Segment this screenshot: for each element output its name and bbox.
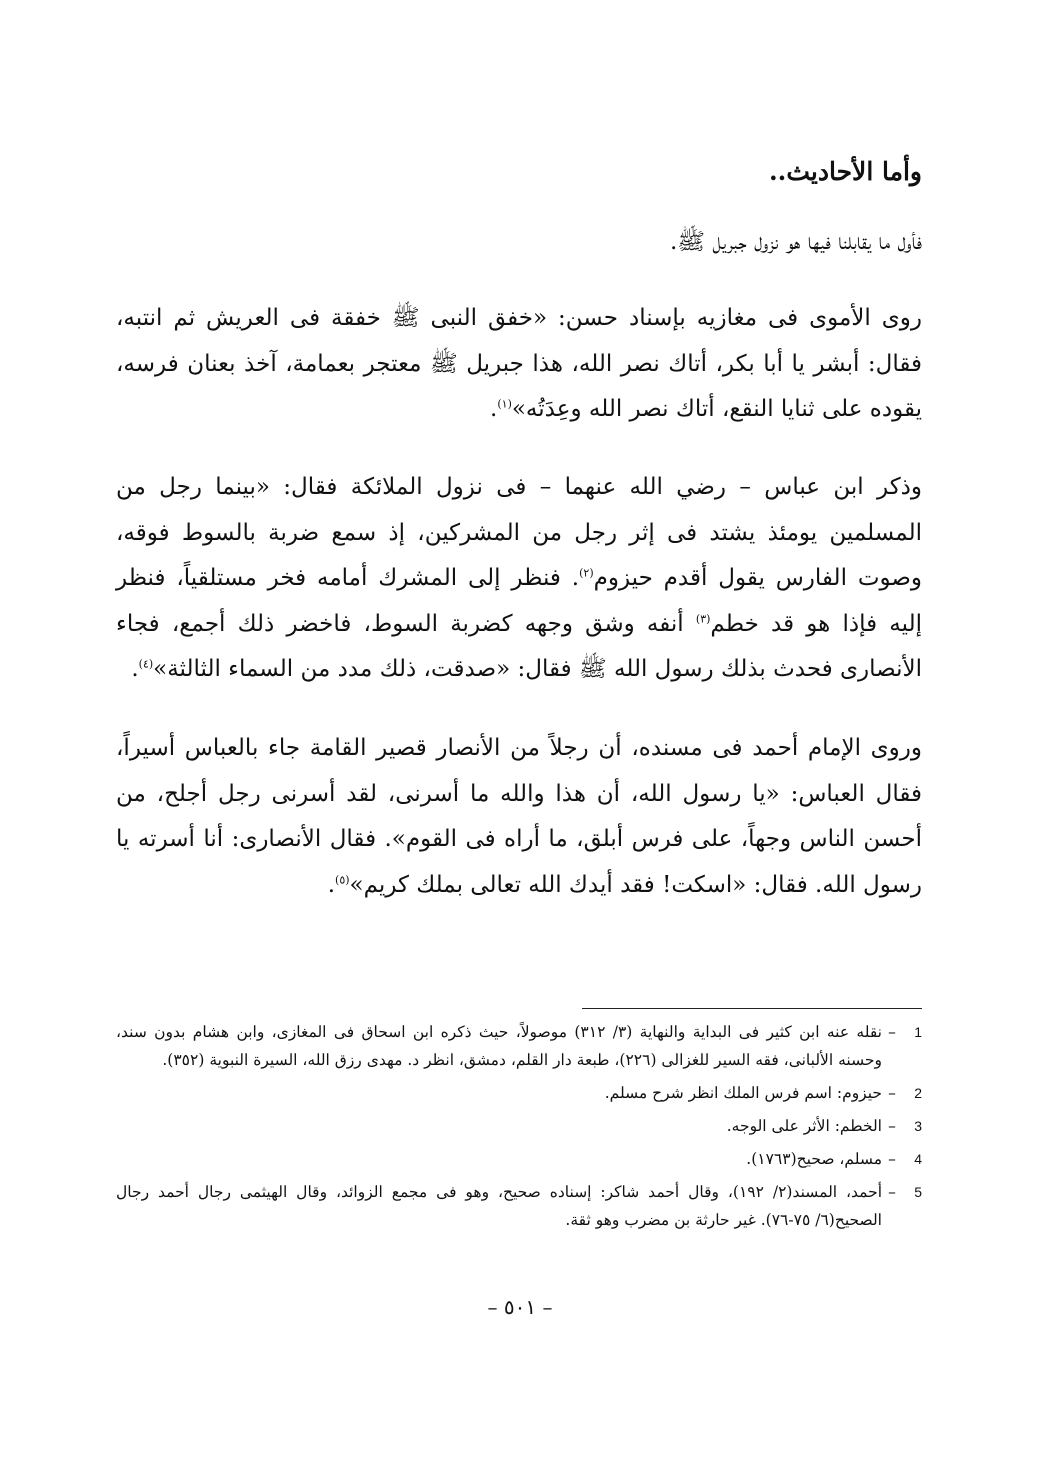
footnote-text: أحمد، المسند(٢/ ١٩٢)، وقال أحمد شاكر: إسناده صحيح، وهو فى مجمع الزوائد، وقال الهيثمى رجال أحمد رجال الصحيح(٦/ ٧٥-٧٦). غير حارثة بن مضرب وهو ثقة. (116, 1183, 883, 1229)
paragraph-text: روى الأموى فى مغازيه بإسناد حسن: «خفق النبى ﷺ خفقة فى العريش ثم انتبه، فقال: أبشر يا أبا بكر، أتاك نصر الله، هذا جبريل ﷺ معتجر بعمامة، آخذ بعنان فرسه، يقوده على ثنايا النقع، أتاك نصر الله وعِدَتُه» (116, 305, 922, 422)
paragraph-ahmad-narration (116, 726, 922, 908)
paragraph-umawi-narration (116, 296, 922, 433)
footnote-dash: – (888, 1084, 896, 1102)
footnote-dash: – (888, 1183, 896, 1201)
paragraph-text: وروى الإمام أحمد فى مسنده، أن رجلاً من الأنصار قصير القامة جاء بالعباس أسيراً، فقال العباس: «يا رسول الله، أن هذا والله ما أسرنى، لقد أسرنى رجل أجلح، من أحسن الناس وجهاً، على فرس أبلق، ما أراه فى القوم». فقال الأنصارى: أنا أسرته يا رسول الله. فقال: «اسكت! فقد أيدك الله تعالى بملك كريم» (116, 735, 922, 898)
footnote-dash: – (888, 1117, 896, 1135)
footnote-item (116, 1112, 922, 1140)
footnotes-list (116, 1018, 922, 1239)
footnote-reference[interactable]: (٥) (335, 872, 350, 886)
footnote-reference[interactable]: (٢) (579, 566, 594, 580)
paragraph-tail: . (327, 871, 336, 898)
paragraph-intro (116, 220, 922, 266)
footnote-dash: – (888, 1023, 896, 1041)
footnote-number: 2 (914, 1085, 922, 1101)
footnote-reference[interactable]: (٣) (695, 611, 711, 625)
footnote-item (116, 1079, 922, 1107)
footnote-number: 3 (914, 1118, 922, 1134)
footnote-reference[interactable]: (١) (497, 397, 512, 411)
footnote-dash: – (888, 1150, 896, 1168)
paragraph-text: . فنظر إلى المشرك أمامه فخر مستلقياً، فنظر إليه فإذا هو قد خطم (116, 565, 922, 637)
footnote-reference[interactable]: (٤) (138, 657, 154, 671)
section-heading: وأما الأحاديث.. (768, 157, 922, 186)
paragraph-text: وذكر ابن عباس – رضي الله عنهما – فى نزول الملائكة فقال: «بينما رجل من المسلمين يومئذ يشتد فى إثر رجل من المشركين، إذ سمع ضربة بالسوط فوقه، وصوت الفارس يقول أقدم حيزوم (116, 474, 922, 591)
footnote-item (116, 1145, 922, 1173)
footnote-text: مسلم، صحيح(١٧٦٣). (746, 1150, 882, 1168)
footnote-number: 1 (914, 1024, 922, 1040)
footnote-text: الخطم: الأثر على الوجه. (726, 1117, 882, 1135)
footnote-number: 5 (914, 1184, 922, 1200)
paragraph-tail: . (131, 656, 139, 682)
footnote-text: حيزوم: اسم فرس الملك انظر شرح مسلم. (604, 1084, 882, 1102)
paragraph-tail: . (490, 396, 498, 422)
paragraph-text: أنفه وشق وجهه كضربة السوط، فاخضر ذلك أجمع، فجاء الأنصارى فحدث بذلك رسول الله ﷺ فقال: «صدقت، ذلك مدد من السماء الثالثة» (116, 610, 922, 682)
footnote-number: 4 (914, 1151, 922, 1167)
footnote-divider (582, 1008, 922, 1009)
footnote-item (116, 1178, 922, 1234)
paragraph-ibn-abbas-narration (116, 465, 922, 693)
footnote-text: نقله عنه ابن كثير فى البداية والنهاية (٣/ ٣١٢) موصولاً، حيث ذكره ابن اسحاق فى المغازى، وابن هشام بدون سند، وحسنه الألبانى، فقه السير للغزالى (٢٢٦)، طبعة دار القلم، دمشق، انظر د. مهدى رزق الله، السيرة النبوية (٣٥٢). (116, 1023, 882, 1069)
page-number: – ٥٠١ – (487, 1295, 553, 1319)
paragraph-text: فأول ما يقابلنا فيها هو نزول جبريل ﷺ. (669, 229, 922, 255)
footnote-item (116, 1018, 922, 1074)
